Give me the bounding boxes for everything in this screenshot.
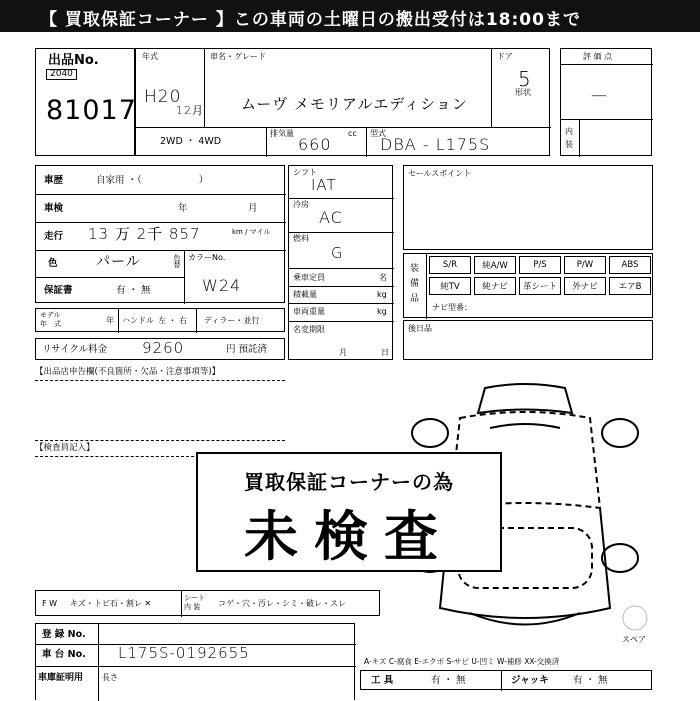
spec-table-middle [288, 165, 393, 360]
warranty-value: 有 ・ 無 [116, 285, 151, 296]
equip-airbag: エアB [609, 277, 651, 295]
stamp-line1: 買取保証コーナーの為 [244, 470, 454, 494]
name-change-label: 名変期限 [293, 325, 325, 334]
dealer-label: ディラー・並行 [204, 316, 260, 325]
recycle-value: 9260 [142, 339, 185, 357]
handle-label: ハンドル [122, 316, 154, 325]
mileage-value: 13 万 2千 857 [88, 225, 201, 243]
top-banner [0, 0, 700, 32]
spare-label: スペア [622, 635, 646, 644]
stamp-line2: 未検査 [244, 505, 454, 568]
load-unit: kg [377, 290, 387, 299]
registration-table [35, 623, 355, 700]
door-value: 5 [518, 67, 532, 91]
color-no-label: カラーNo. [188, 253, 226, 262]
history-label: 車歴 [44, 175, 64, 186]
equip-alloy-wheel: 純A/W [474, 256, 516, 274]
exhibit-number: 81017 [46, 95, 137, 126]
recycle-unit: 円 預託済 [226, 344, 268, 355]
name-change-month: 月 [339, 348, 347, 357]
month-value: 12月 [176, 104, 204, 117]
history-value: 自家用 ・（ ） [96, 175, 209, 186]
vehicle-header-box [135, 48, 550, 156]
inspection-label: 車検 [44, 203, 64, 214]
score-value: — [591, 85, 608, 104]
fw-value: キズ・トビ石・割レ ✕ [70, 599, 152, 608]
inspection-month: 月 [248, 203, 258, 214]
drive-type: 2WD ・ 4WD [160, 136, 222, 147]
interior-label: 内 装 [565, 127, 573, 149]
score-label: 評 価 点 [583, 52, 613, 61]
equip-power-window: P/W [564, 256, 606, 274]
mileage-label: 走行 [44, 231, 64, 242]
navi-model-label: ナビ型番： [432, 303, 472, 312]
equip-sr: S/R [429, 256, 471, 274]
name-label: 車名・グレード [210, 52, 266, 61]
color-value: パール [96, 254, 141, 270]
color-no-value: W24 [202, 276, 242, 295]
not-inspected-stamp [196, 452, 502, 572]
color-label: 色 [48, 258, 58, 269]
equipment-label: 装 備 品 [410, 264, 420, 304]
equip-tv: 純TV [429, 277, 471, 295]
garage-cert-label: 車庫証明用 [38, 673, 84, 683]
ac-label: 冷房 [293, 200, 309, 209]
tools-label: 工 具 [371, 675, 394, 686]
fw-seat-row [35, 590, 380, 616]
chassis-label: 車 台 No. [42, 649, 86, 660]
score-box [560, 48, 652, 156]
year-label: 年式 [142, 52, 158, 61]
equip-navi: 純ナビ [474, 277, 516, 295]
capacity-label: 乗車定員 [293, 273, 325, 282]
load-label: 積載量 [293, 290, 317, 299]
year-value: H20 [144, 87, 182, 107]
weight-label: 車両重量 [293, 307, 325, 316]
capacity-unit: 名 [379, 273, 387, 282]
displacement-label: 排気量 [270, 129, 294, 138]
ac-value: AC [319, 208, 343, 227]
later-items-label: 後日品 [408, 324, 432, 333]
fuel-label: 燃料 [293, 234, 309, 243]
sales-point-box [403, 165, 653, 250]
shift-label: シフト [293, 168, 317, 177]
recycle-row [35, 338, 285, 360]
warranty-label: 保証書 [44, 285, 73, 296]
seat-label: シート 内 装 [184, 594, 205, 611]
chassis-value: L175S-0192655 [118, 644, 250, 662]
tools-value: 有 ・ 無 [431, 675, 466, 686]
equip-external-navi: 外ナビ [564, 277, 606, 295]
inspector-label: 【検査員記入】 [35, 443, 95, 453]
shift-value: IAT [311, 176, 337, 194]
banner-text: 【 買取保証コーナー 】この車両の土曜日の搬出受付は18:00まで [40, 10, 581, 30]
shape-label: 形状 [515, 88, 531, 97]
fw-label: F W [42, 599, 58, 608]
later-items-box [403, 320, 653, 360]
equip-leather-seat: 革シート [519, 277, 561, 295]
registration-label: 登 録 No. [42, 629, 86, 640]
model-year-unit: 年 [106, 316, 114, 325]
spec-table-left [35, 165, 285, 303]
fuel-value: G [331, 244, 344, 262]
name-change-day: 日 [381, 348, 389, 357]
jack-value: 有 ・ 無 [573, 675, 608, 686]
seat-value: コゲ・穴・汚レ・シミ・破レ・スレ [218, 599, 346, 608]
equip-power-steering: P/S [519, 256, 561, 274]
jack-label: ジャッキ [511, 675, 549, 686]
displacement-value: 660 [298, 135, 332, 154]
exhibit-number-box [35, 48, 135, 156]
handle-value: 左 ・ 右 [158, 316, 188, 325]
exhibit-no-label: 出品No. [48, 53, 99, 68]
damage-legend: A-キズ C-腐食 E-エクボ S-サビ U-凹ミ W-補修 XX-交換済 [364, 657, 560, 666]
model-year-row [35, 308, 285, 332]
inspection-year: 年 [178, 203, 188, 214]
notes-label: 【出品店申告欄(不良箇所・欠品・注意事項等)】 [35, 367, 221, 377]
displacement-unit: cc [348, 129, 357, 138]
tools-jack-row [360, 670, 652, 690]
door-label: ドア [497, 52, 513, 61]
mileage-unit: km / マイル [232, 228, 271, 236]
model-value: DBA - L175S [380, 135, 491, 154]
length-label: 長さ [102, 673, 118, 682]
exhibit-stamp: 2040 [46, 69, 77, 80]
recycle-label: リサイクル料金 [42, 344, 108, 355]
equipment-box [403, 253, 653, 318]
sales-point-label: セールスポイント [408, 169, 472, 178]
vehicle-name-value: ムーヴ メモリアルエディション [241, 95, 468, 113]
weight-unit: kg [377, 307, 387, 316]
model-year-label: モデル 年 式 [40, 311, 61, 328]
model-label: 型式 [370, 129, 386, 138]
color-change: 色替 [173, 254, 181, 268]
equip-abs: ABS [609, 256, 651, 274]
